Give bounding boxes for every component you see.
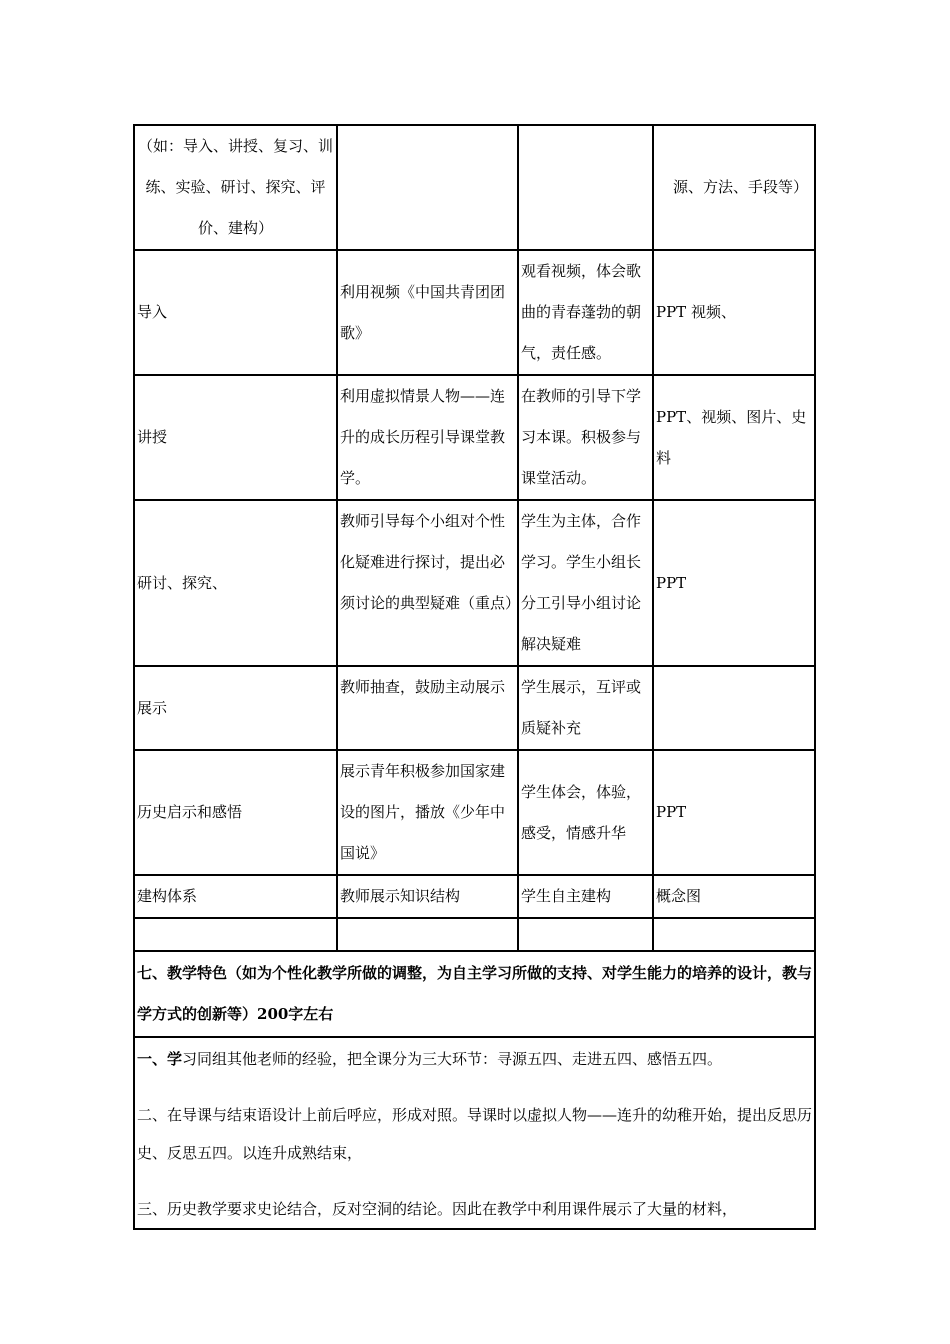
table-row (134, 375, 815, 500)
student-activity-cell: 学生自主建构 (518, 875, 653, 918)
section-7-heading: 七、教学特色（如为个性化教学所做的调整，为自主学习所做的支持、对学生能力的培养的设计，教与学方式的创新等）200字左右 (134, 951, 815, 1037)
teacher-activity-cell: 教师抽查，鼓励主动展示 (337, 666, 518, 750)
media-cell (653, 666, 815, 750)
stage-cell: 导入 (134, 250, 337, 375)
stage-cell: 建构体系 (134, 875, 337, 918)
empty-cell (653, 918, 815, 951)
media-cell: PPT 视频、 (653, 250, 815, 375)
stage-cell: 研讨、探究、 (134, 500, 337, 666)
media-cell: PPT、视频、图片、史料 (653, 375, 815, 500)
student-activity-cell: 学生展示，互评或质疑补充 (518, 666, 653, 750)
media-cell: PPT (653, 750, 815, 875)
empty-row (134, 918, 815, 951)
stage-cell: 讲授 (134, 375, 337, 500)
feature-paragraph-1 (137, 1040, 812, 1078)
header-row (134, 125, 815, 250)
teacher-activity-cell: 教师展示知识结构 (337, 875, 518, 918)
teacher-activity-cell: 展示青年积极参加国家建设的图片，播放《少年中国说》 (337, 750, 518, 875)
feature-paragraph-1-text: 习同组其他老师的经验，把全课分为三大环节：寻源五四、走进五四、感悟五四。 (182, 1050, 723, 1068)
media-cell: 概念图 (653, 875, 815, 918)
header-teacher-cell (337, 125, 518, 250)
header-media-cell: 源、方法、手段等） (653, 125, 815, 250)
header-stage-cell: （如：导入、讲授、复习、训练、实验、研讨、探究、评价、建构） (134, 125, 337, 250)
feature-paragraph-2: 二、在导课与结束语设计上前后呼应，形成对照。导课时以虚拟人物——连升的幼稚开始，提出反思历史、反思五四。以连升成熟结束， (137, 1106, 813, 1162)
lesson-plan-table (133, 124, 816, 1230)
stage-cell: 历史启示和感悟 (134, 750, 337, 875)
teacher-activity-cell: 利用虚拟情景人物——连升的成长历程引导课堂教学。 (337, 375, 518, 500)
stage-cell: 展示 (134, 666, 337, 750)
student-activity-cell: 在教师的引导下学习本课。积极参与课堂活动。 (518, 375, 653, 500)
empty-cell (518, 918, 653, 951)
section-content-row (134, 1037, 815, 1229)
table-row (134, 875, 815, 918)
student-activity-cell: 学生为主体，合作学习。学生小组长分工引导小组讨论解决疑难 (518, 500, 653, 666)
header-student-cell (518, 125, 653, 250)
section-heading-row (134, 951, 815, 1037)
student-activity-cell: 学生体会，体验，感受，情感升华 (518, 750, 653, 875)
empty-cell (134, 918, 337, 951)
section-7-content (134, 1037, 815, 1229)
teacher-activity-cell: 教师引导每个小组对个性化疑难进行探讨，提出必须讨论的典型疑难（重点） (337, 500, 518, 666)
paragraph-spacer (137, 1172, 812, 1190)
teacher-activity-cell: 利用视频《中国共青团团歌》 (337, 250, 518, 375)
media-cell: PPT (653, 500, 815, 666)
table-row (134, 500, 815, 666)
table-row (134, 750, 815, 875)
feature-paragraph-3: 三、历史教学要求史论结合，反对空洞的结论。因此在教学中利用课件展示了大量的材料， (137, 1200, 738, 1218)
paragraph-spacer (137, 1078, 812, 1096)
table-row (134, 666, 815, 750)
student-activity-cell: 观看视频，体会歌曲的青春蓬勃的朝气，责任感。 (518, 250, 653, 375)
table-row (134, 250, 815, 375)
empty-cell (337, 918, 518, 951)
feature-paragraph-1-lead: 一、学 (137, 1050, 183, 1068)
